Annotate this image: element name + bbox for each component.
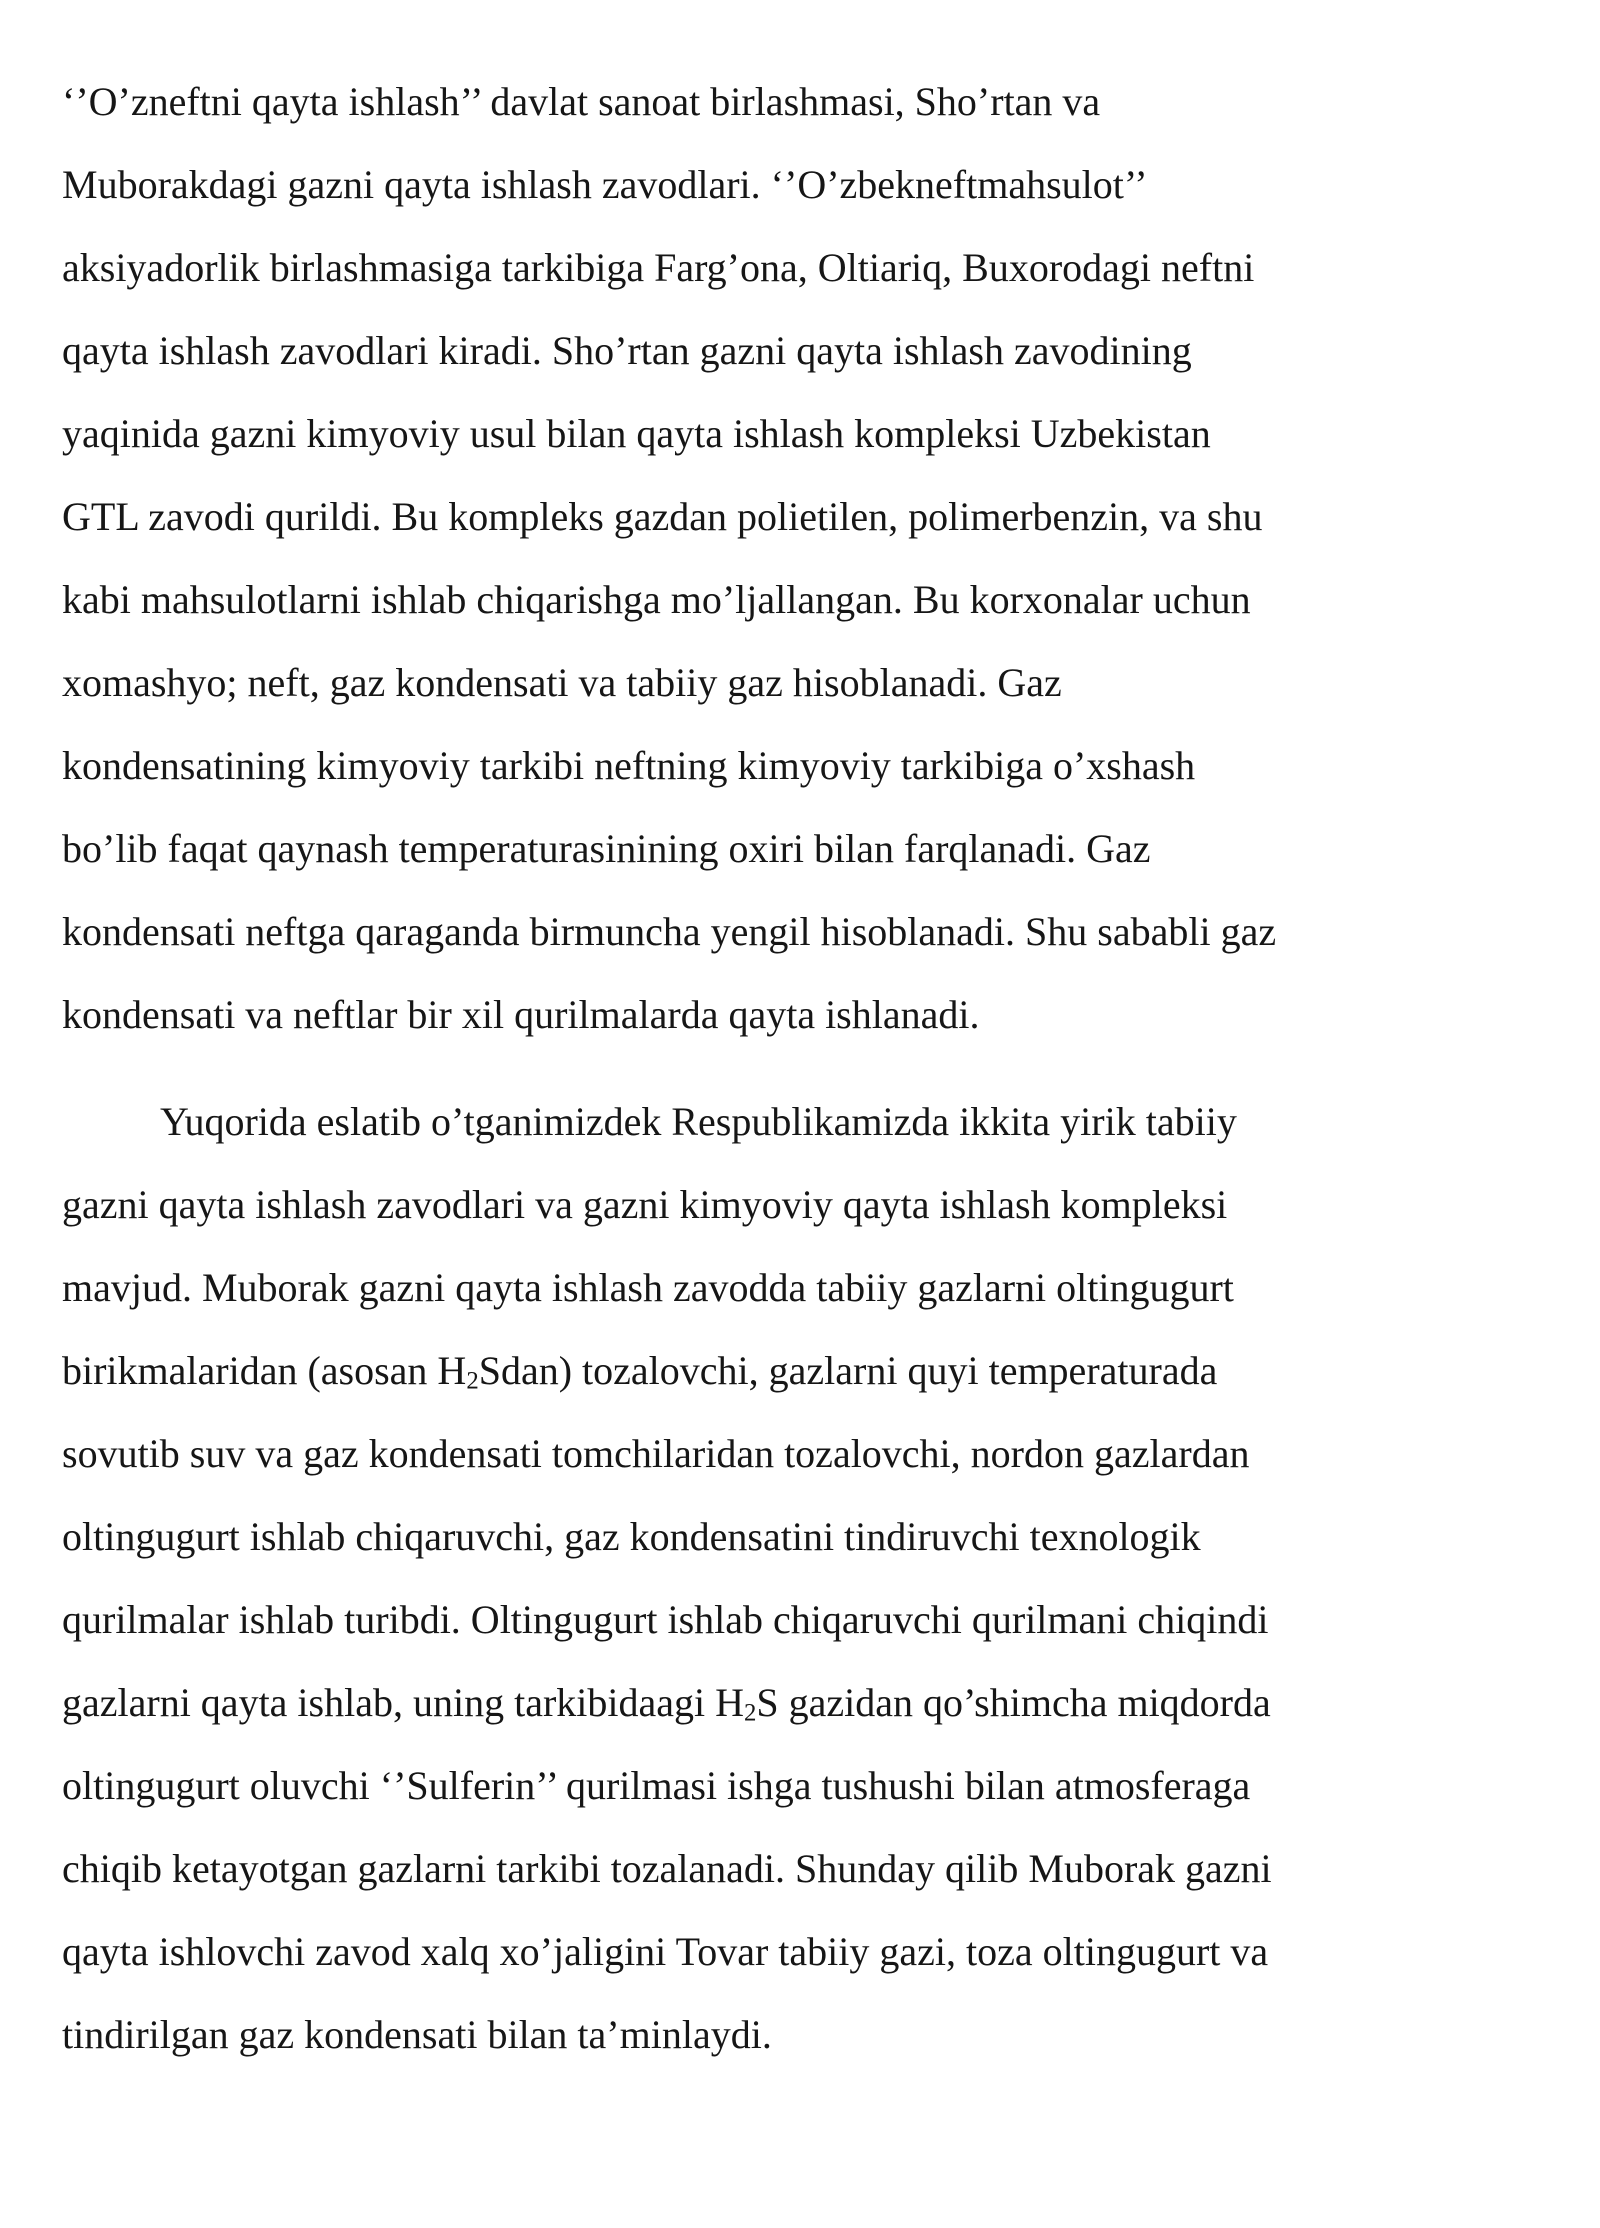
- text-line: oltingugurt oluvchi ‘’Sulferin’’ qurilmasi ishga tushushi bilan atmosferaga: [62, 1763, 1251, 1808]
- paragraph-spacer: [62, 1056, 1542, 1080]
- text-line: mavjud. Muborak gazni qayta ishlash zavodda tabiiy gazlarni oltingugurt: [62, 1265, 1234, 1310]
- text-line: kondensati neftga qaraganda birmuncha yengil hisoblanadi. Shu sababli gaz: [62, 909, 1277, 954]
- text-segment: Sdan) tozalovchi, gazlarni quyi temperaturada: [478, 1348, 1218, 1393]
- text-line: Muborakdagi gazni qayta ishlash zavodlari. ‘’O’zbekneftmahsulot’’: [62, 162, 1148, 207]
- text-line: xomashyo; neft, gaz kondensati va tabiiy gaz hisoblanadi. Gaz: [62, 660, 1062, 705]
- text-line: Yuqorida eslatib o’tganimizdek Respublikamizda ikkita yirik tabiiy: [160, 1099, 1237, 1144]
- text-segment: S gazidan qo’shimcha miqdorda: [756, 1680, 1271, 1725]
- text-line-with-formula: [62, 1329, 1542, 1412]
- text-line: oltingugurt ishlab chiqaruvchi, gaz kondensatini tindiruvchi texnologik: [62, 1514, 1201, 1559]
- text-line: aksiyadorlik birlashmasiga tarkibiga Farg’ona, Oltiariq, Buxorodagi neftni: [62, 245, 1255, 290]
- text-line: qayta ishlovchi zavod xalq xo’jaligini Tovar tabiiy gazi, toza oltingugurt va: [62, 1929, 1269, 1974]
- text-line: sovutib suv va gaz kondensati tomchilaridan tozalovchi, nordon gazlardan: [62, 1431, 1250, 1476]
- text-line: kondensatining kimyoviy tarkibi neftning kimyoviy tarkibiga o’xshash: [62, 743, 1196, 788]
- document-page: [62, 60, 1542, 2076]
- text-line: yaqinida gazni kimyoviy usul bilan qayta ishlash kompleksi Uzbekistan: [62, 411, 1211, 456]
- text-line: GTL zavodi qurildi. Bu kompleks gazdan polietilen, polimerbenzin, va shu: [62, 494, 1263, 539]
- paragraph-1: [62, 60, 1542, 1056]
- text-line: chiqib ketayotgan gazlarni tarkibi tozalanadi. Shunday qilib Muborak gazni: [62, 1846, 1272, 1891]
- subscript: 2: [744, 1699, 757, 1727]
- text-line: tindirilgan gaz kondensati bilan ta’minlaydi.: [62, 2012, 772, 2057]
- paragraph-2: [62, 1080, 1542, 2076]
- text-segment: gazlarni qayta ishlab, uning tarkibidaagi H: [62, 1680, 745, 1725]
- text-line: ‘’O’zneftni qayta ishlash’’ davlat sanoat birlashmasi, Sho’rtan va: [62, 79, 1101, 124]
- text-line: kondensati va neftlar bir xil qurilmalarda qayta ishlanadi.: [62, 992, 980, 1037]
- text-line: qayta ishlash zavodlari kiradi. Sho’rtan gazni qayta ishlash zavodining: [62, 328, 1192, 373]
- text-segment: birikmalaridan (asosan H: [62, 1348, 467, 1393]
- text-line: bo’lib faqat qaynash temperaturasinining oxiri bilan farqlanadi. Gaz: [62, 826, 1151, 871]
- text-line: qurilmalar ishlab turibdi. Oltingugurt ishlab chiqaruvchi qurilmani chiqindi: [62, 1597, 1269, 1642]
- text-line: gazni qayta ishlash zavodlari va gazni kimyoviy qayta ishlash kompleksi: [62, 1182, 1228, 1227]
- text-line-with-formula: [62, 1661, 1542, 1744]
- text-line: kabi mahsulotlarni ishlab chiqarishga mo’ljallangan. Bu korxonalar uchun: [62, 577, 1251, 622]
- subscript: 2: [466, 1367, 479, 1395]
